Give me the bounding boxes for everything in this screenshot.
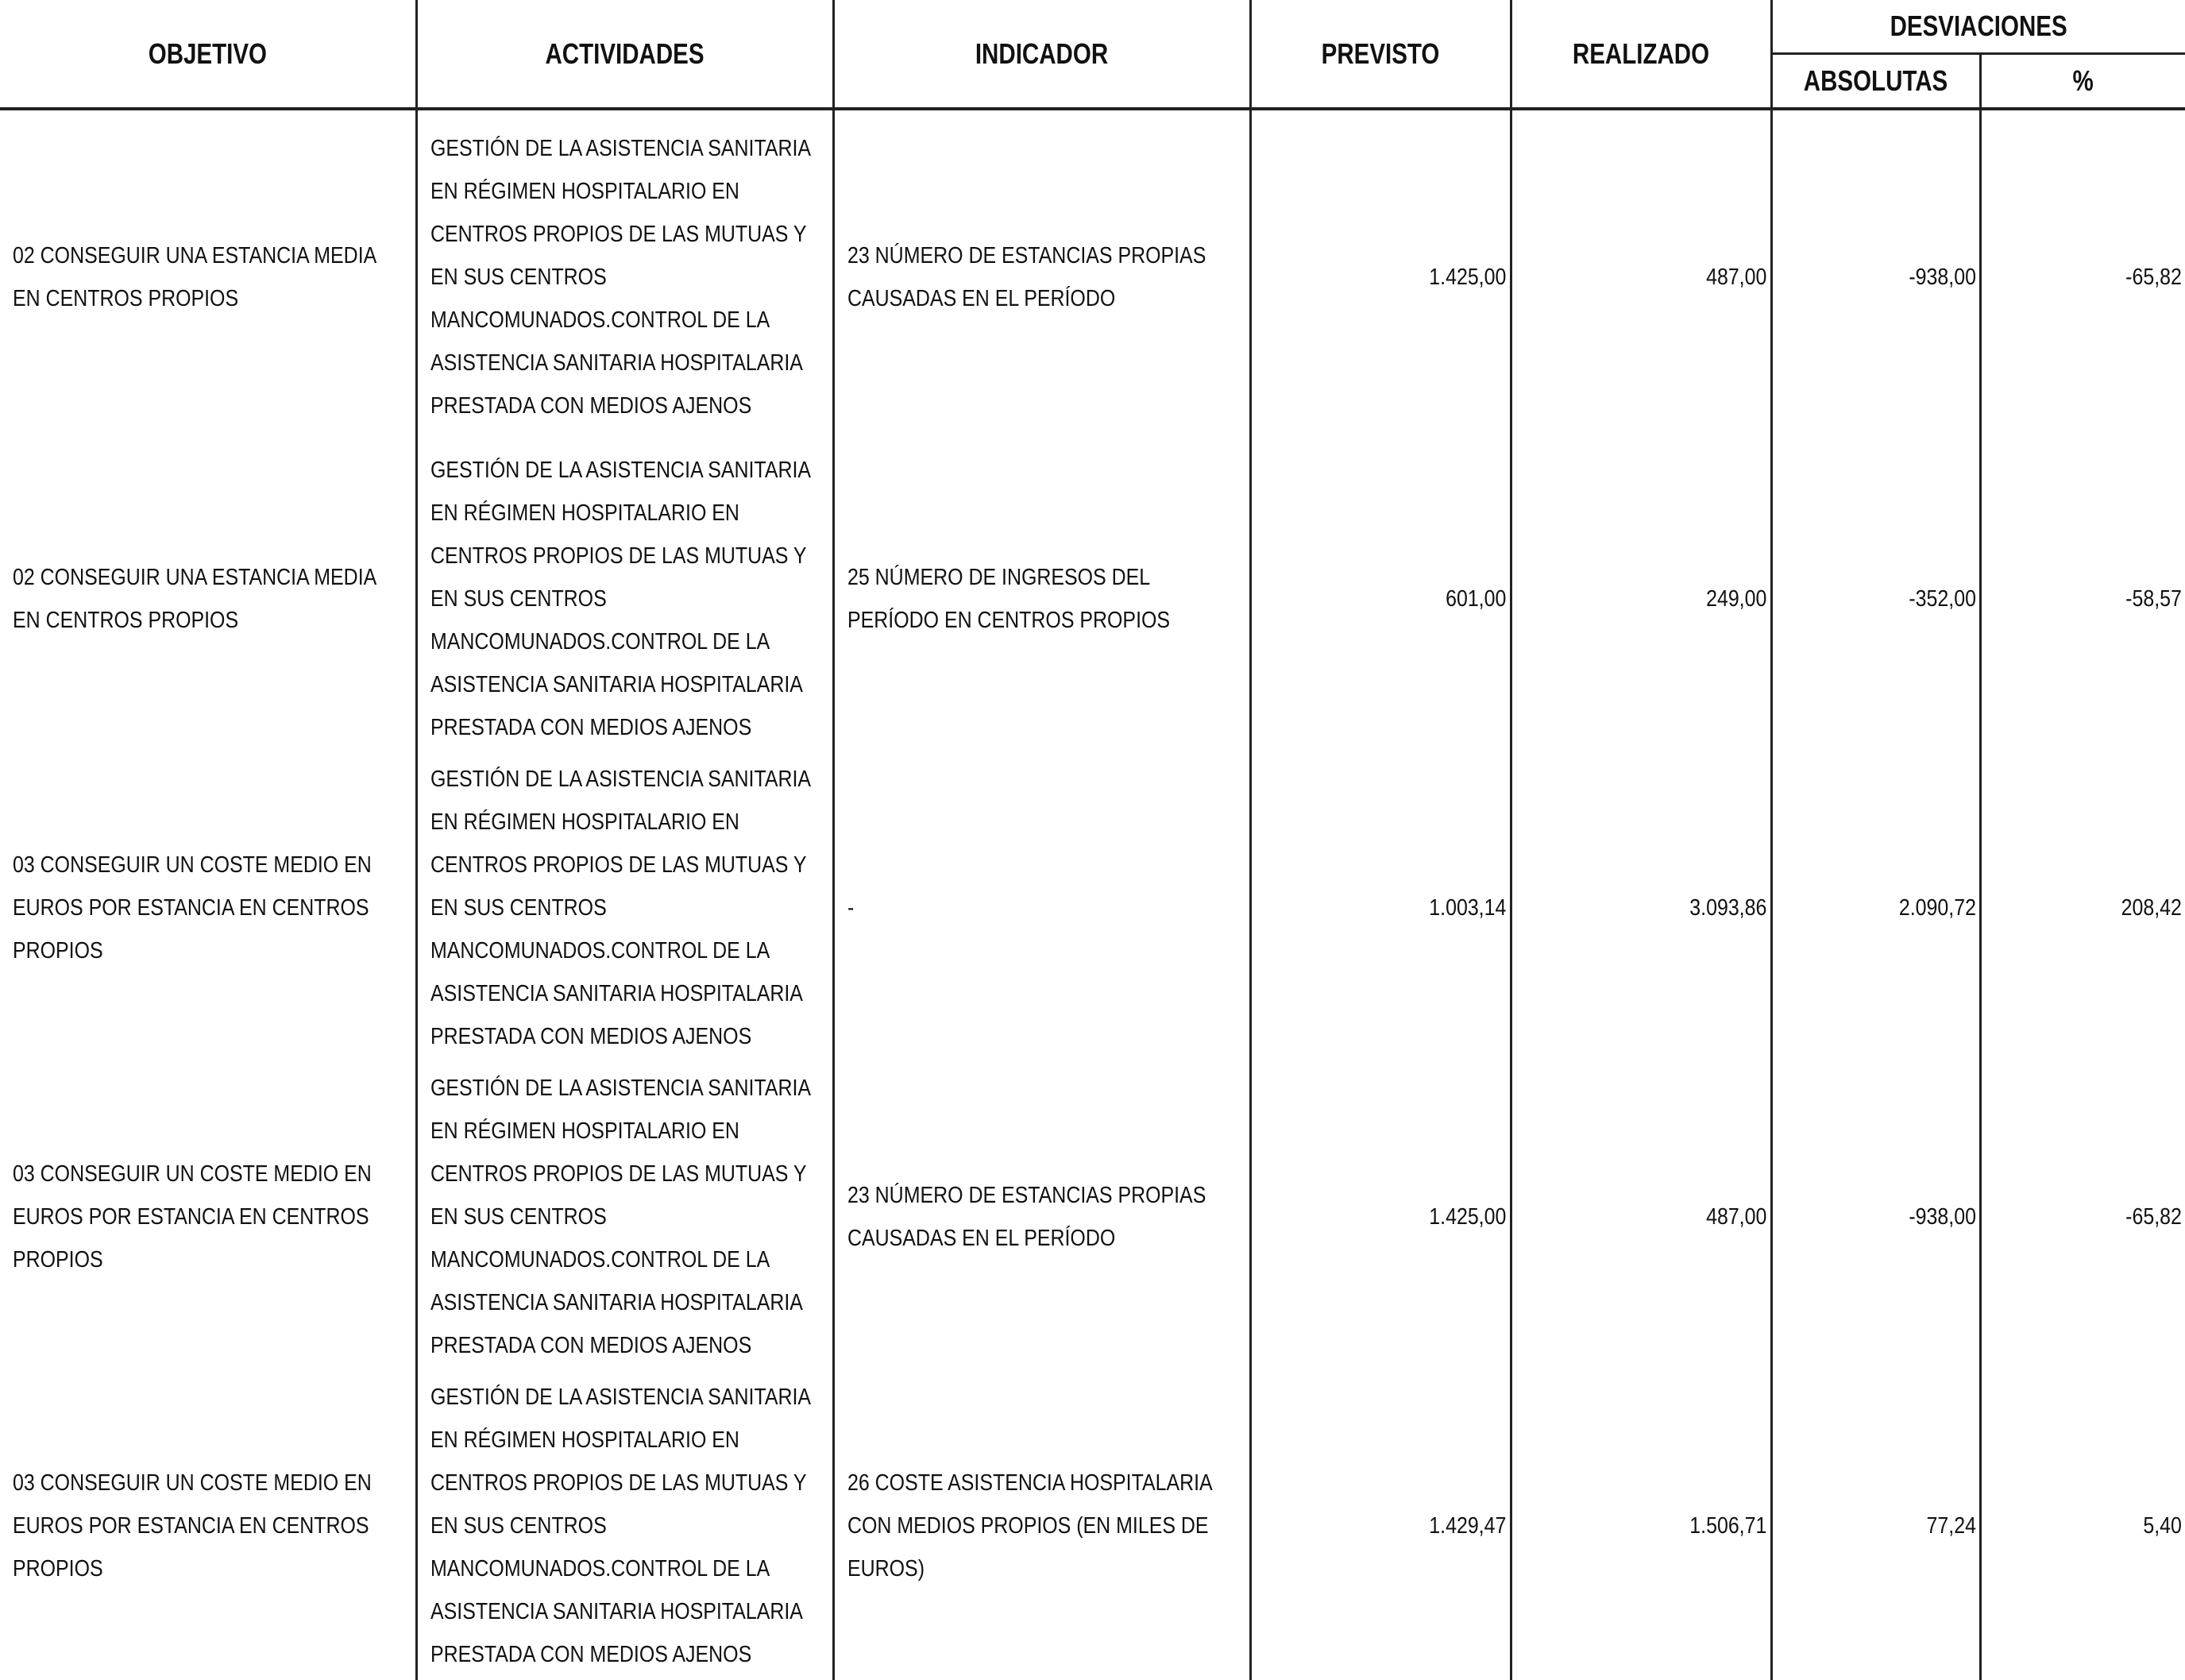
cell-porcentaje: -65,82 [1980, 1062, 2185, 1371]
cell-absolutas: -938,00 [1771, 109, 1980, 444]
cell-porcentaje: -65,82 [1980, 109, 2185, 444]
cell-absolutas: -938,00 [1771, 1062, 1980, 1371]
cell-indicador: - [833, 753, 1250, 1062]
cell-previsto: 601,00 [1250, 444, 1511, 753]
cell-previsto: 1.425,00 [1250, 109, 1511, 444]
cell-objetivo: 03 CONSEGUIR UN COSTE MEDIO EN EUROS POR ESTANCIA EN CENTROS PROPIOS [0, 1371, 416, 1680]
header-porcentaje: % [1998, 54, 2167, 110]
table-row [0, 1062, 2185, 1371]
cell-realizado: 249,00 [1511, 444, 1771, 753]
table-row [0, 109, 2185, 444]
header-objetivo: OBJETIVO [37, 0, 379, 109]
cell-porcentaje: -58,57 [1980, 444, 2185, 753]
cell-previsto: 1.003,14 [1250, 753, 1511, 1062]
table-row [0, 444, 2185, 753]
cell-objetivo: 02 CONSEGUIR UNA ESTANCIA MEDIA EN CENTROS PROPIOS [0, 109, 416, 444]
cell-absolutas: 2.090,72 [1771, 753, 1980, 1062]
table-body [0, 109, 2185, 1680]
cell-porcentaje: 5,40 [1980, 1371, 2185, 1680]
cell-porcentaje: 208,42 [1980, 753, 2185, 1062]
header-indicador: INDICADOR [871, 0, 1213, 109]
cell-realizado: 1.506,71 [1511, 1371, 1771, 1680]
cell-indicador: 23 NÚMERO DE ESTANCIAS PROPIAS CAUSADAS EN EL PERÍODO [833, 109, 1250, 444]
cell-objetivo: 02 CONSEGUIR UNA ESTANCIA MEDIA EN CENTROS PROPIOS [0, 444, 416, 753]
cell-actividades: GESTIÓN DE LA ASISTENCIA SANITARIA EN RÉGIMEN HOSPITALARIO EN CENTROS PROPIOS DE LAS MUTUAS Y EN SUS CENTROS MANCOMUNADOS.CONTROL DE LA ASISTENCIA SANITARIA HOSPITALARIA PRESTADA CON MEDIOS AJENOS [416, 444, 833, 753]
cell-previsto: 1.429,47 [1250, 1371, 1511, 1680]
header-absolutas: ABSOLUTAS [1790, 54, 1962, 110]
cell-objetivo: 03 CONSEGUIR UN COSTE MEDIO EN EUROS POR ESTANCIA EN CENTROS PROPIOS [0, 1062, 416, 1371]
cell-realizado: 487,00 [1511, 1062, 1771, 1371]
cell-actividades: GESTIÓN DE LA ASISTENCIA SANITARIA EN RÉGIMEN HOSPITALARIO EN CENTROS PROPIOS DE LAS MUTUAS Y EN SUS CENTROS MANCOMUNADOS.CONTROL DE LA ASISTENCIA SANITARIA HOSPITALARIA PRESTADA CON MEDIOS AJENOS [416, 753, 833, 1062]
table-row [0, 753, 2185, 1062]
cell-actividades: GESTIÓN DE LA ASISTENCIA SANITARIA EN RÉGIMEN HOSPITALARIO EN CENTROS PROPIOS DE LAS MUTUAS Y EN SUS CENTROS MANCOMUNADOS.CONTROL DE LA ASISTENCIA SANITARIA HOSPITALARIA PRESTADA CON MEDIOS AJENOS [416, 1371, 833, 1680]
cell-objetivo: 03 CONSEGUIR UN COSTE MEDIO EN EUROS POR ESTANCIA EN CENTROS PROPIOS [0, 753, 416, 1062]
cell-indicador: 26 COSTE ASISTENCIA HOSPITALARIA CON MEDIOS PROPIOS (EN MILES DE EUROS) [833, 1371, 1250, 1680]
cell-absolutas: 77,24 [1771, 1371, 1980, 1680]
cell-indicador: 23 NÚMERO DE ESTANCIAS PROPIAS CAUSADAS EN EL PERÍODO [833, 1062, 1250, 1371]
table-header [0, 0, 2185, 109]
header-previsto: PREVISTO [1274, 0, 1488, 109]
cell-realizado: 487,00 [1511, 109, 1771, 444]
cell-previsto: 1.425,00 [1250, 1062, 1511, 1371]
header-desviaciones: DESVIACIONES [1809, 0, 2148, 54]
header-realizado: REALIZADO [1535, 0, 1748, 109]
table-row [0, 1371, 2185, 1680]
cell-indicador: 25 NÚMERO DE INGRESOS DEL PERÍODO EN CENTROS PROPIOS [833, 444, 1250, 753]
cell-realizado: 3.093,86 [1511, 753, 1771, 1062]
cell-actividades: GESTIÓN DE LA ASISTENCIA SANITARIA EN RÉGIMEN HOSPITALARIO EN CENTROS PROPIOS DE LAS MUTUAS Y EN SUS CENTROS MANCOMUNADOS.CONTROL DE LA ASISTENCIA SANITARIA HOSPITALARIA PRESTADA CON MEDIOS AJENOS [416, 1062, 833, 1371]
header-actividades: ACTIVIDADES [454, 0, 796, 109]
cell-absolutas: -352,00 [1771, 444, 1980, 753]
cell-actividades: GESTIÓN DE LA ASISTENCIA SANITARIA EN RÉGIMEN HOSPITALARIO EN CENTROS PROPIOS DE LAS MUTUAS Y EN SUS CENTROS MANCOMUNADOS.CONTROL DE LA ASISTENCIA SANITARIA HOSPITALARIA PRESTADA CON MEDIOS AJENOS [416, 109, 833, 444]
